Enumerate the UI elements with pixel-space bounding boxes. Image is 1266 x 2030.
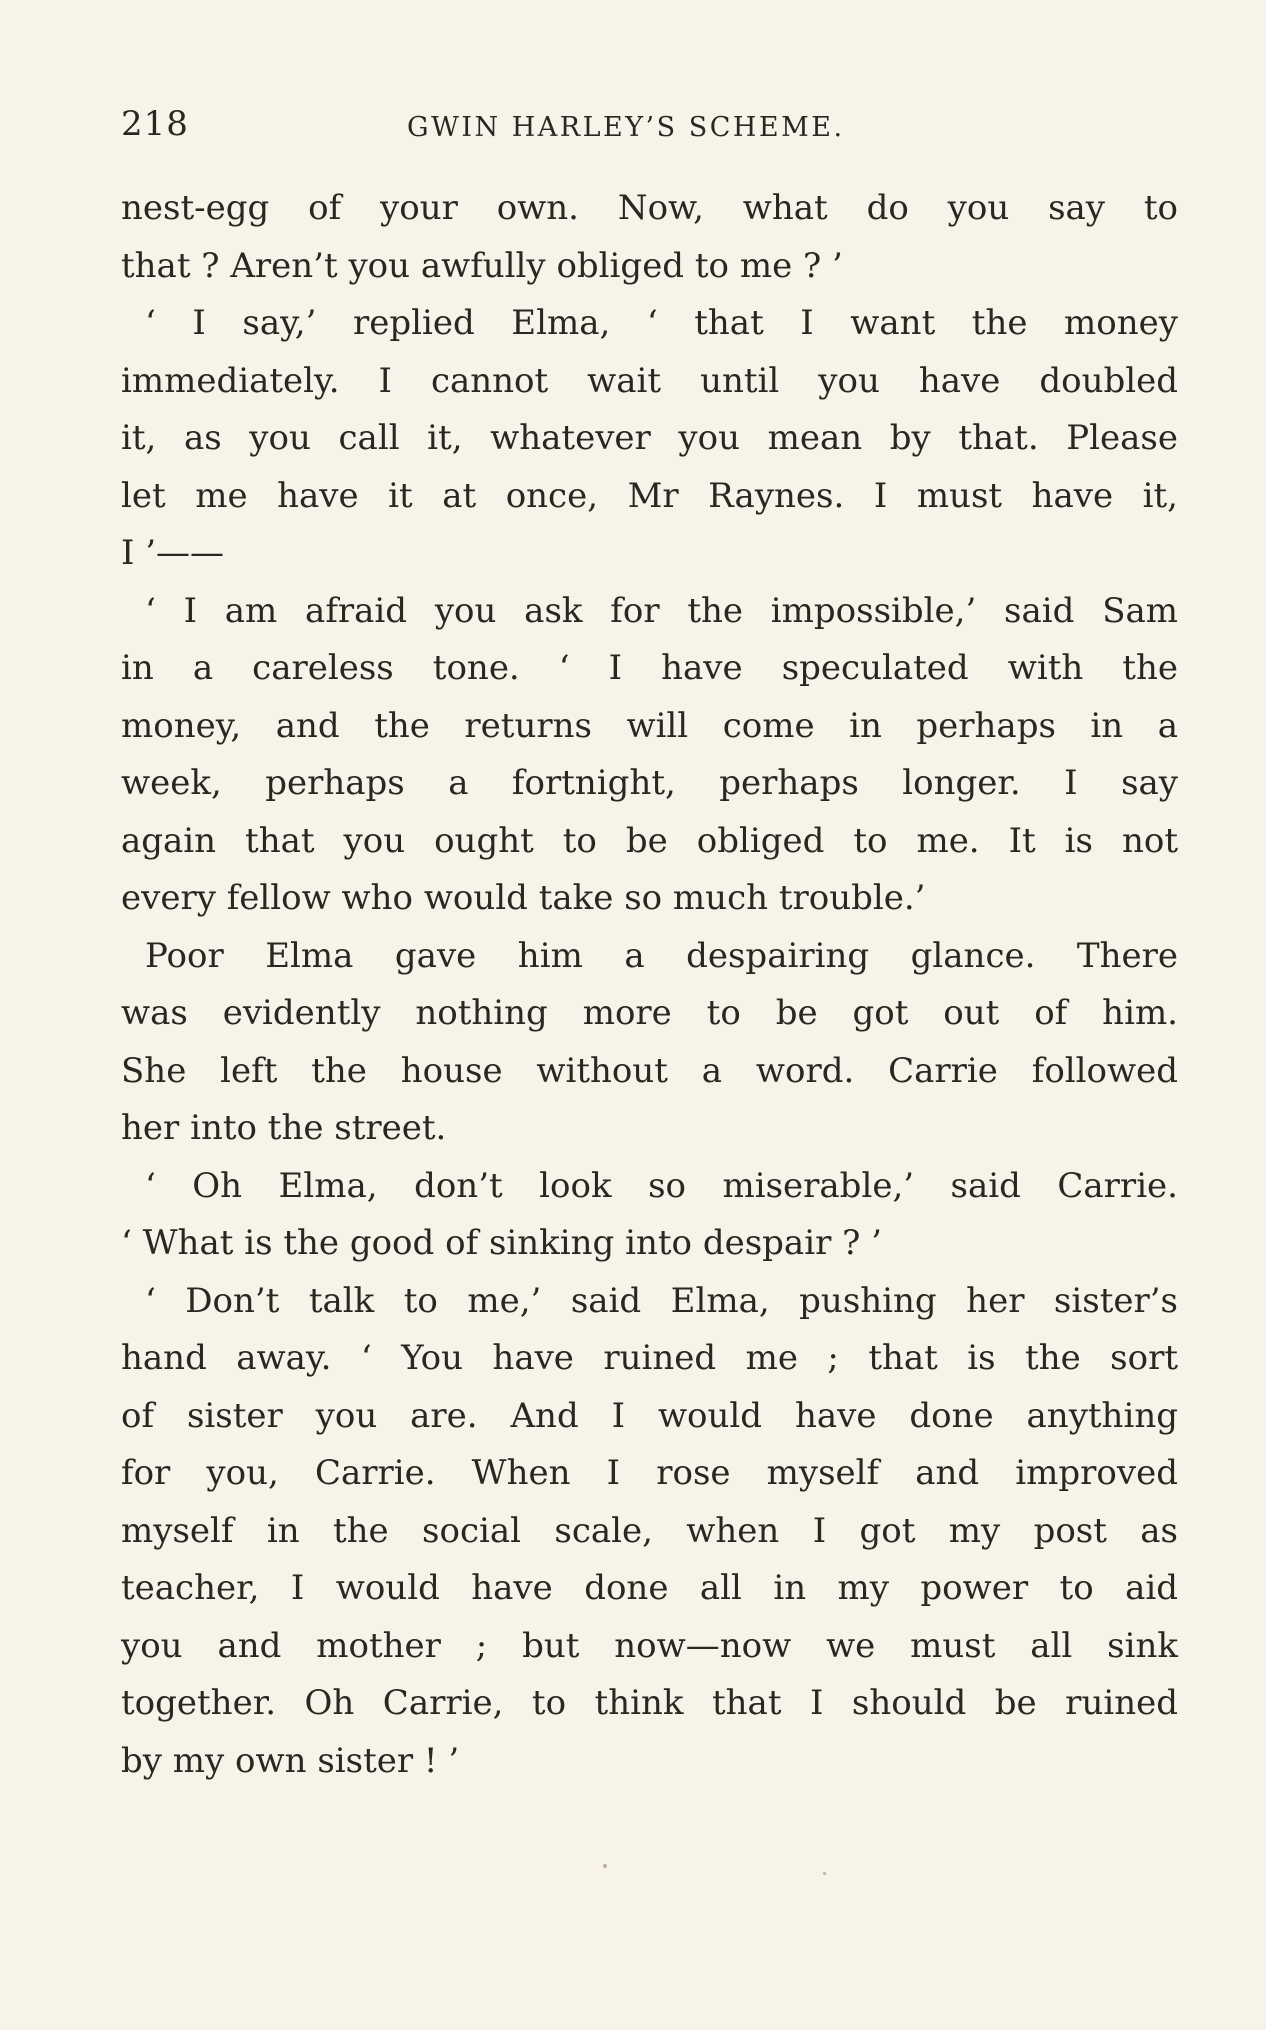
text-line: it, as you call it, whatever you mean by that. Please (121, 418, 1178, 458)
text-line: you and mother ; but now—now we must all sink (121, 1625, 1178, 1666)
text-line: let me have it at once, Mr Raynes. I must have it, (121, 475, 1178, 516)
text-line: by my own sister ! ’ (121, 1740, 460, 1781)
text-line: ‘ I say,’ replied Elma, ‘ that I want the money (145, 303, 1178, 343)
print-speck (603, 1864, 607, 1868)
text-line: again that you ought to be obliged to me. It is not (121, 820, 1178, 861)
text-line: I ’—— (121, 533, 225, 573)
text-line: ‘ Oh Elma, don’t look so miserable,’ said Carrie. (145, 1165, 1178, 1206)
text-line: for you, Carrie. When I rose myself and improved (121, 1453, 1178, 1493)
text-line: that ? Aren’t you awfully obliged to me ? ’ (121, 245, 843, 286)
text-line: ‘ What is the good of sinking into despair ? ’ (121, 1223, 882, 1263)
text-line: immediately. I cannot wait until you have doubled (121, 360, 1178, 401)
text-line: nest-egg of your own. Now, what do you say to (121, 188, 1178, 228)
text-line: week, perhaps a fortnight, perhaps longer. I say (121, 763, 1178, 803)
text-line: of sister you are. And I would have done anything (121, 1395, 1178, 1436)
text-line: She left the house without a word. Carrie followed (121, 1050, 1178, 1091)
text-line: in a careless tone. ‘ I have speculated with the (121, 648, 1178, 688)
text-line: ‘ I am afraid you ask for the impossible,’ said Sam (145, 590, 1178, 631)
text-line: hand away. ‘ You have ruined me ; that is the sort (121, 1338, 1178, 1378)
text-line: myself in the social scale, when I got my post as (121, 1510, 1178, 1551)
text-line: teacher, I would have done all in my power to aid (121, 1568, 1178, 1608)
text-line: together. Oh Carrie, to think that I should be ruined (121, 1683, 1178, 1723)
text-line: money, and the returns will come in perhaps in a (121, 705, 1178, 746)
print-speck (823, 1872, 826, 1875)
text-line: her into the street. (121, 1108, 447, 1148)
running-title: GWIN HARLEY’S SCHEME. (407, 112, 845, 143)
text-line: was evidently nothing more to be got out of him. (121, 993, 1178, 1033)
text-line: ‘ Don’t talk to me,’ said Elma, pushing her sister’s (145, 1280, 1178, 1321)
running-head (121, 100, 1178, 148)
text-line: Poor Elma gave him a despairing glance. There (145, 935, 1178, 976)
page-number: 218 (121, 104, 189, 144)
text-line: every fellow who would take so much trouble.’ (121, 878, 926, 918)
body-text (121, 180, 1178, 1790)
